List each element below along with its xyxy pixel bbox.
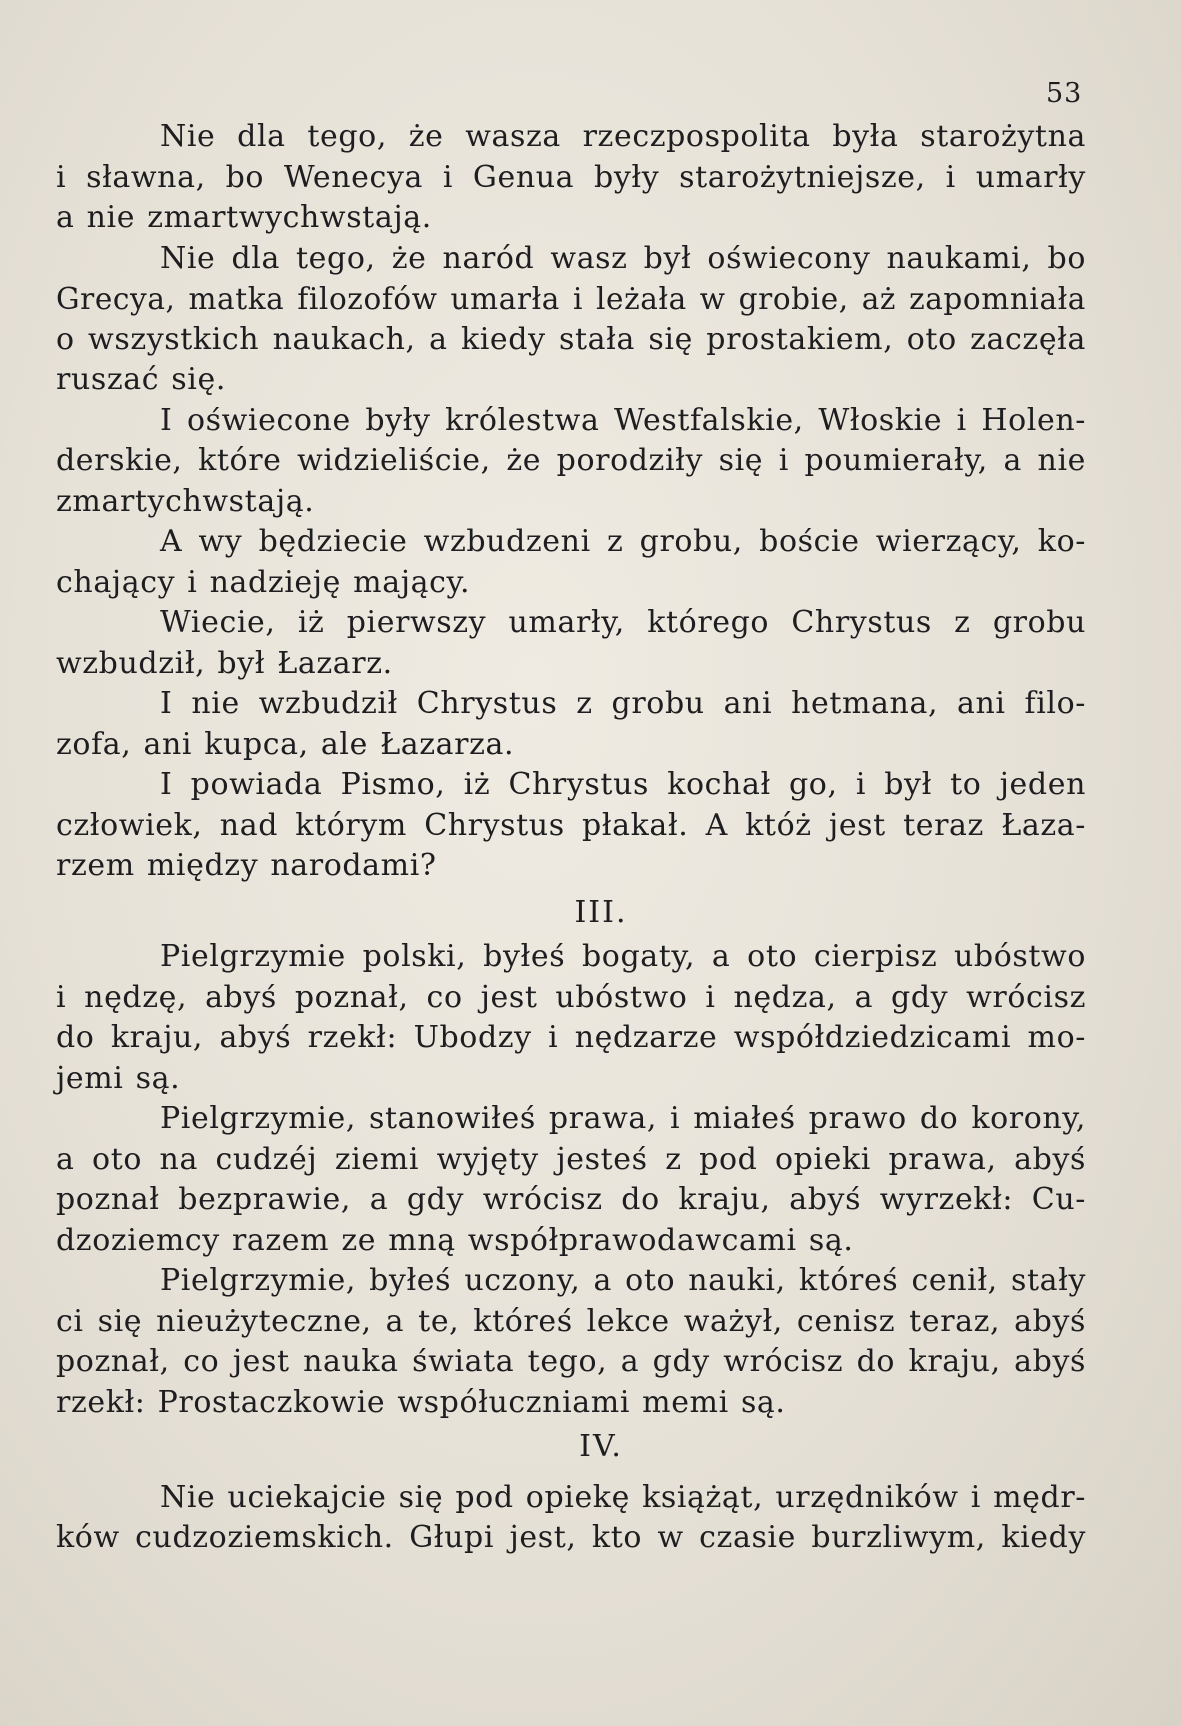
text-line: ruszać się. [56,362,226,397]
text-line: i sławna, bo Wenecya i Genua były starożytniejsze, i umarły [56,159,1086,195]
text-line: poznał bezprawie, a gdy wrócisz do kraju, abyś wyrzekł: Cu- [56,1182,1086,1217]
text-line: A wy będziecie wzbudzeni z grobu, boście wierzący, ko- [160,524,1086,559]
section-heading: III. [574,894,628,930]
text-line: ci się nieużyteczne, a te, któreś lekce ważył, cenisz teraz, abyś [56,1303,1086,1339]
text-line: Nie dla tego, że wasza rzeczpospolita była starożytna [160,119,1086,154]
text-line: Pielgrzymie polski, byłeś bogaty, a oto cierpisz ubóstwo [160,939,1086,974]
text-line: wzbudził, był Łazarz. [56,645,393,681]
text-line: a oto na cudzéj ziemi wyjęty jesteś z pod opieki prawa, abyś [56,1141,1086,1177]
text-line: dzoziemcy razem ze mną współprawodawcami są. [56,1222,854,1258]
text-line: I nie wzbudził Chrystus z grobu ani hetmana, ani filo- [160,686,1086,721]
text-line: I oświecone były królestwa Westfalskie, Włoskie i Holen- [160,402,1086,438]
text-line: i nędzę, abyś poznał, co jest ubóstwo i nędza, a gdy wrócisz [56,979,1086,1015]
text-line: a nie zmartwychwstają. [56,200,432,235]
text-line: chający i nadzieję mający. [56,564,471,600]
text-line: Grecya, matka filozofów umarła i leżała w grobie, aż zapomniała [56,282,1086,316]
text-line: rzem między narodami? [56,848,437,883]
text-line: o wszystkich naukach, a kiedy stała się prostakiem, oto zaczęła [56,321,1086,357]
text-line: człowiek, nad którym Chrystus płakał. A któż jest teraz Łaza- [56,807,1086,843]
text-line: Pielgrzymie, stanowiłeś prawa, i miałeś prawo do korony, [160,1101,1086,1136]
text-line: Nie dla tego, że naród wasz był oświecony naukami, bo [160,240,1086,276]
text-line: jemi są. [56,1060,181,1096]
text-line: Pielgrzymie, byłeś uczony, a oto nauki, któreś cenił, stały [160,1263,1086,1298]
page-number: 53 [1046,78,1083,109]
text-line: rzekł: Prostaczkowie współuczniami memi są. [56,1384,786,1420]
text-line: ków cudzoziemskich. Głupi jest, kto w czasie burzliwym, kiedy [56,1520,1086,1555]
text-line: Wiecie, iż pierwszy umarły, którego Chrystus z grobu [160,605,1086,640]
text-line: do kraju, abyś rzekł: Ubodzy i nędzarze współdziedzicami mo- [56,1020,1086,1055]
text-line: Nie uciekajcie się pod opiekę książąt, urzędników i mędr- [160,1479,1086,1515]
text-line: I powiada Pismo, iż Chrystus kochał go, i był to jeden [160,767,1086,802]
text-line: poznał, co jest nauka świata tego, a gdy wrócisz do kraju, abyś [56,1344,1086,1379]
text-line: zmartychwstają. [56,483,315,519]
section-heading: IV. [579,1429,623,1464]
text-line: derskie, które widzieliście, że porodziły się i poumierały, a nie [56,443,1086,478]
text-line: zofa, ani kupca, ale Łazarza. [56,726,515,762]
body-text [56,117,1086,1559]
